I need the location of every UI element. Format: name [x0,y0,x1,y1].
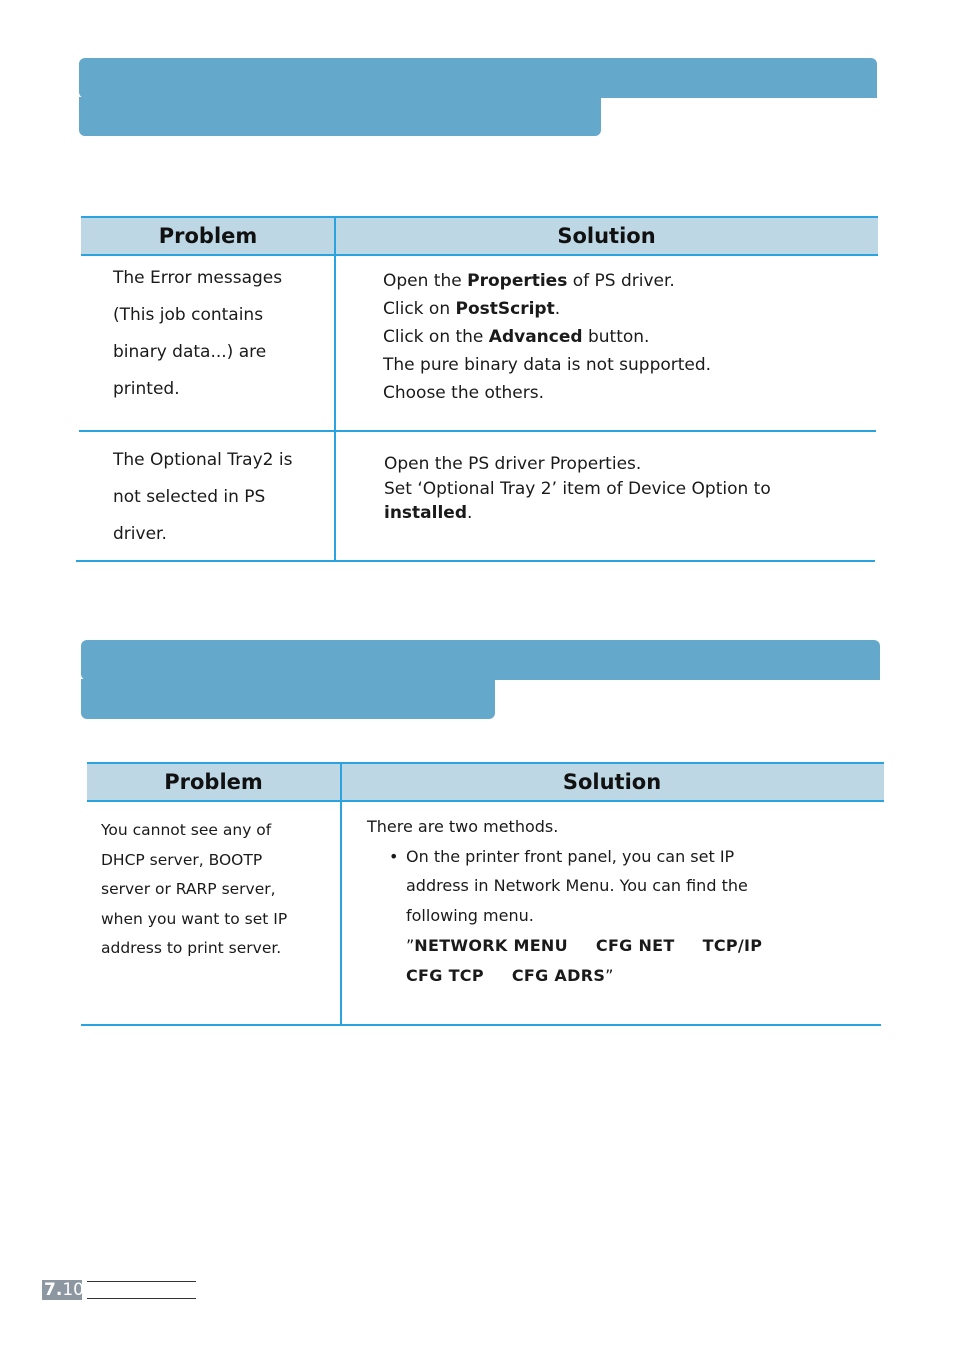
solution-cell: Open the Properties of PS driver. Click on PostScript. Click on the Advanced button. The pure binary data is not supported. Choose the others. [383,271,712,403]
menu-path: CFG TCP CFG ADRS” [406,965,614,985]
solution-column-header: Solution [562,770,662,794]
row-divider [79,430,876,432]
problem-cell: You cannot see any of DHCP server, BOOTP server or RARP server, when you want to set IP address to print server. [101,821,288,957]
solution-cell: Open the PS driver Properties. Set ‘Optional Tray 2’ item of Device Option to installed. [384,454,771,523]
problem-cell: The Error messages (This job contains binary data...) are printed. [113,268,283,399]
table-bottom-rule [81,1024,881,1026]
section-banner-1 [79,58,877,136]
problem-cell: The Optional Tray2 is not selected in PS driver. [113,450,293,544]
table-bottom-rule [76,560,875,562]
menu-path: ”NETWORK MENU CFG NET TCP/IP [406,935,763,955]
bullet-icon: • [389,846,399,866]
table-header [87,762,884,802]
column-divider [340,764,342,1026]
page-number: 7.10 [44,1280,84,1300]
column-divider [334,218,336,562]
solution-column-header: Solution [557,224,656,248]
footer-rule [87,1281,196,1282]
section-banner-2 [81,640,880,719]
problem-column-header: Problem [158,224,258,248]
table-header [81,216,878,256]
problem-column-header: Problem [164,770,263,794]
bullet-item: • On the printer front panel, you can set IP address in Network Menu. You can find the following menu. ”NETWORK MENU CFG NET TCP/IP CFG TCP CFG ADRS” [367,842,867,991]
footer-rule [87,1298,196,1299]
solution-cell: There are two methods. • On the printer front panel, you can set IP address in Network Menu. You can find the following menu. ”NETWORK MENU CFG NET TCP/IP CFG TCP CFG ADRS” [367,812,867,990]
